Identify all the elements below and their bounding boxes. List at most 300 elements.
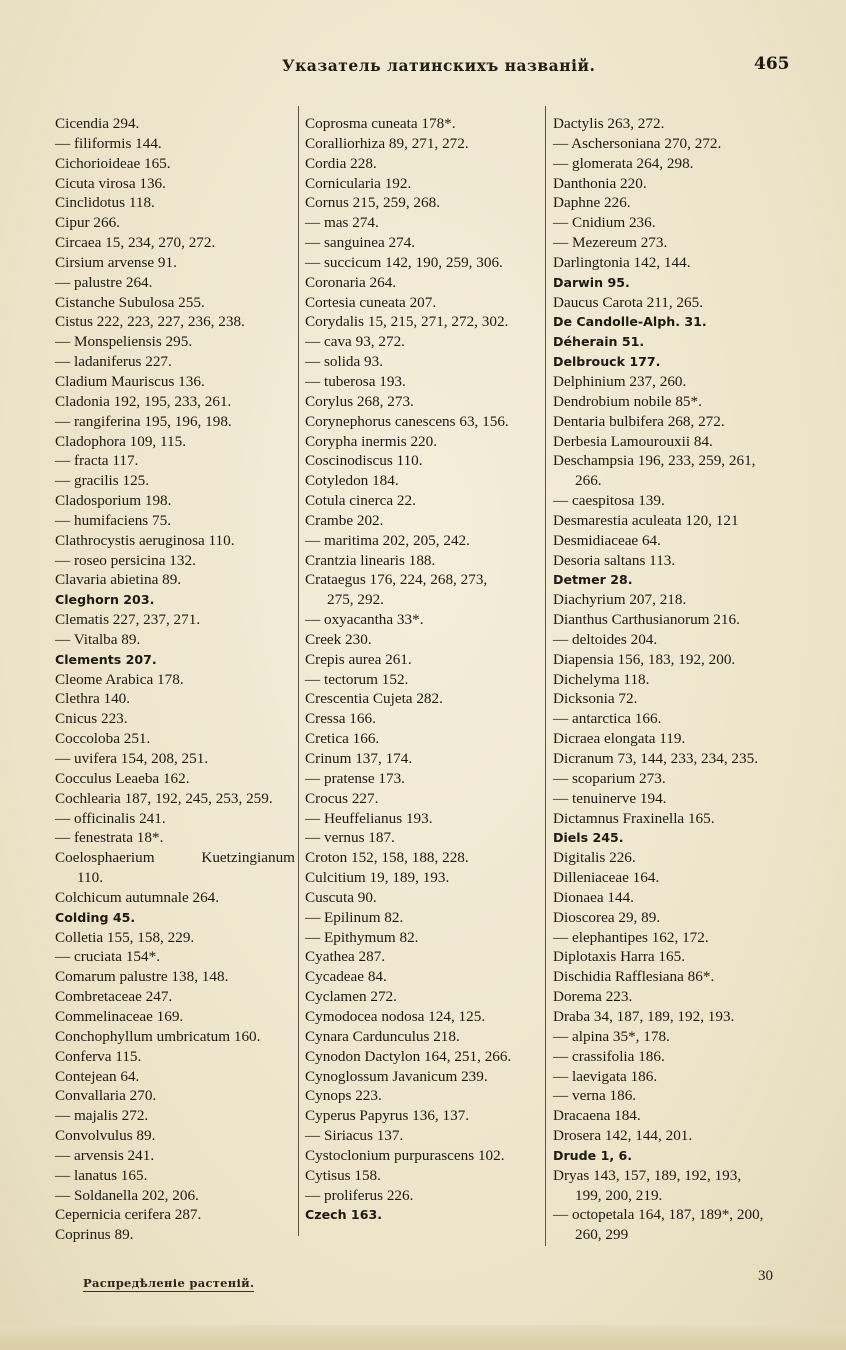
index-entry-text: Croton 152, 158, 188, 228. xyxy=(305,849,469,867)
index-entry-text: Crambe 202. xyxy=(305,511,384,529)
index-entry-text: — scoparium 273. xyxy=(553,769,666,787)
index-entry-text: Culcitium 19, 189, 193. xyxy=(305,869,450,887)
index-entry xyxy=(553,451,825,491)
index-entry xyxy=(55,1047,295,1067)
index-entry-text: Coccoloba 251. xyxy=(55,730,151,748)
index-entry-text: Creek 230. xyxy=(305,630,372,648)
page-bottom-edge xyxy=(0,1325,846,1350)
index-entry xyxy=(553,1106,825,1126)
index-entry xyxy=(553,928,825,948)
index-entry xyxy=(55,749,295,769)
index-entry xyxy=(55,987,295,1007)
index-entry-text: Convallaria 270. xyxy=(55,1087,157,1105)
index-entry xyxy=(553,1166,825,1206)
index-entry xyxy=(55,253,295,273)
index-entry-text: Cuscuta 90. xyxy=(305,888,377,906)
index-entry-text: — rangiferina 195, 196, 198. xyxy=(55,412,232,430)
index-entry xyxy=(305,372,545,392)
index-entry xyxy=(553,947,825,967)
index-entry-text: — Siriacus 137. xyxy=(305,1127,404,1145)
index-entry xyxy=(55,332,295,352)
index-entry xyxy=(553,769,825,789)
index-entry-text: — Epilinum 82. xyxy=(305,908,404,926)
index-entry xyxy=(55,551,295,571)
index-entry-text: Corypha inermis 220. xyxy=(305,432,438,450)
index-entry-text: Cynops 223. xyxy=(305,1087,382,1105)
index-entry xyxy=(55,670,295,690)
index-entry-text: Digitalis 226. xyxy=(553,849,636,867)
index-entry-text: Conchophyllum umbricatum 160. xyxy=(55,1027,261,1045)
index-entry-text: — antarctica 166. xyxy=(553,710,662,728)
index-entry-text: Colding 45. xyxy=(55,909,136,925)
index-entry xyxy=(553,967,825,987)
index-entry xyxy=(55,630,295,650)
index-entry-text: Cytisus 158. xyxy=(305,1166,381,1184)
index-entry-text: Desmarestia aculeata 120, 121 xyxy=(553,511,739,529)
index-entry xyxy=(55,1027,295,1047)
index-entry-text: Cistanche Subulosa 255. xyxy=(55,293,205,311)
index-entry xyxy=(553,709,825,729)
index-entry xyxy=(55,1186,295,1206)
index-entry xyxy=(553,253,825,273)
index-entry-text: Commelinaceae 169. xyxy=(55,1007,184,1025)
index-entry xyxy=(553,1205,825,1245)
index-entry-text: — Cnidium 236. xyxy=(553,214,656,232)
index-entry xyxy=(553,610,825,630)
index-entry-text: Cicuta virosa 136. xyxy=(55,174,166,192)
index-entry xyxy=(553,1126,825,1146)
index-entry-text: — crassifolia 186. xyxy=(553,1047,665,1065)
index-entry-text: Crataegus 176, 224, 268, 273, xyxy=(305,571,488,589)
index-entry xyxy=(553,392,825,412)
index-entry xyxy=(305,392,545,412)
index-entry xyxy=(553,531,825,551)
index-entry xyxy=(305,451,545,471)
index-entry-text: Clethra 140. xyxy=(55,690,131,708)
index-entry xyxy=(553,670,825,690)
index-entry-text: — vernus 187. xyxy=(305,829,395,847)
index-entry xyxy=(553,511,825,531)
index-entry-text: Cornicularia 192. xyxy=(305,174,412,192)
index-entry-text: Clavaria abietina 89. xyxy=(55,571,182,589)
index-entry-text: — officinalis 241. xyxy=(55,809,166,827)
index-entry-author xyxy=(553,828,825,848)
index-entry xyxy=(305,650,545,670)
index-entry-text: Daucus Carota 211, 265. xyxy=(553,293,704,311)
index-entry xyxy=(55,1067,295,1087)
index-entry-text: Cyperus Papyrus 136, 137. xyxy=(305,1107,470,1125)
index-entry-text: Drosera 142, 144, 201. xyxy=(553,1127,693,1145)
index-entry xyxy=(305,987,545,1007)
index-entry xyxy=(55,352,295,372)
index-entry xyxy=(305,1146,545,1166)
index-entry-text: — tectorum 152. xyxy=(305,670,409,688)
index-entry xyxy=(305,1166,545,1186)
index-entry xyxy=(55,312,295,332)
index-entry-text: — sanguinea 274. xyxy=(305,234,416,252)
index-entry-text: Cladophora 109, 115. xyxy=(55,432,187,450)
index-entry xyxy=(305,1126,545,1146)
index-entry xyxy=(305,114,545,134)
index-entry xyxy=(553,1047,825,1067)
index-entry-text: Dryas 143, 157, 189, 192, 193, xyxy=(553,1166,742,1184)
index-entry-text: Cleghorn 203. xyxy=(55,592,155,608)
index-entry-text: Convolvulus 89. xyxy=(55,1127,156,1145)
index-entry xyxy=(305,888,545,908)
index-entry-text: Dracaena 184. xyxy=(553,1107,641,1125)
index-entry xyxy=(55,1106,295,1126)
index-entry xyxy=(305,789,545,809)
index-entry xyxy=(553,293,825,313)
index-entry xyxy=(55,809,295,829)
index-entry xyxy=(305,828,545,848)
index-entry-text: Cinclidotus 118. xyxy=(55,194,155,212)
index-entry xyxy=(553,114,825,134)
index-entry-text: Clathrocystis aeruginosa 110. xyxy=(55,531,235,549)
index-entry-text: Danthonia 220. xyxy=(553,174,647,192)
index-entry xyxy=(55,570,295,590)
index-entry-author xyxy=(553,273,825,293)
index-entry xyxy=(55,412,295,432)
index-entry-text: — fracta 117. xyxy=(55,452,139,470)
index-entry-text: Cistus 222, 223, 227, 236, 238. xyxy=(55,313,245,331)
index-entry-text: Dicksonia 72. xyxy=(553,690,638,708)
index-entry xyxy=(553,868,825,888)
index-entry xyxy=(55,273,295,293)
index-entry-text: — cava 93, 272. xyxy=(305,333,405,351)
index-entry xyxy=(553,432,825,452)
index-entry xyxy=(55,1205,295,1225)
index-entry xyxy=(305,610,545,630)
index-entry-continuation: 266. xyxy=(575,472,602,490)
index-entry-text: Cichorioideae 165. xyxy=(55,154,171,172)
index-entry xyxy=(305,134,545,154)
index-entry xyxy=(305,570,545,610)
index-entry-text: Cirsium arvense 91. xyxy=(55,253,177,271)
index-entry-text: Cynoglossum Javanicum 239. xyxy=(305,1067,488,1085)
index-entry xyxy=(55,511,295,531)
index-entry xyxy=(553,729,825,749)
index-entry xyxy=(553,1007,825,1027)
index-entry-text: Dictamnus Fraxinella 165. xyxy=(553,809,715,827)
index-entry xyxy=(553,848,825,868)
index-entry-text: Cortesia cuneata 207. xyxy=(305,293,437,311)
index-entry-text: Dendrobium nobile 85*. xyxy=(553,392,702,410)
index-entry xyxy=(305,273,545,293)
index-entry-text: Déherain 51. xyxy=(553,334,645,350)
index-entry xyxy=(305,1047,545,1067)
index-entry-author xyxy=(553,332,825,352)
index-entry xyxy=(305,769,545,789)
index-entry-text: — tenuinerve 194. xyxy=(553,789,667,807)
index-entry xyxy=(55,789,295,809)
index-entry-text: Diels 245. xyxy=(553,830,624,846)
index-entry xyxy=(55,709,295,729)
index-entry xyxy=(55,134,295,154)
index-entry-text: — pratense 173. xyxy=(305,769,405,787)
index-entry-text: Coronaria 264. xyxy=(305,273,397,291)
index-entry xyxy=(55,531,295,551)
index-entry-text: — maritima 202, 205, 242. xyxy=(305,531,470,549)
index-entry-text: Coralliorhiza 89, 271, 272. xyxy=(305,134,469,152)
index-entry-text: De Candolle-Alph. 31. xyxy=(553,314,707,330)
index-entry-text: Cycadeae 84. xyxy=(305,968,387,986)
index-entry xyxy=(305,1106,545,1126)
index-entry-text: — majalis 272. xyxy=(55,1107,149,1125)
index-entry xyxy=(553,1067,825,1087)
index-entry-text: — roseo persicina 132. xyxy=(55,551,196,569)
index-entry-text: Corydalis 15, 215, 271, 272, 302. xyxy=(305,313,509,331)
index-entry xyxy=(553,789,825,809)
index-entry xyxy=(305,213,545,233)
index-entry-text: — gracilis 125. xyxy=(55,472,150,490)
index-entry-text: — Aschersoniana 270, 272. xyxy=(553,134,722,152)
index-entry-continuation: 110. xyxy=(77,869,104,887)
index-entry xyxy=(305,253,545,273)
index-entry-text: Cystoclonium purpurascens 102. xyxy=(305,1146,505,1164)
index-entry-continuation: 275, 292. xyxy=(327,591,384,609)
signature-mark-title: Распредѣленіе растеній. xyxy=(83,1276,255,1290)
index-entry xyxy=(553,491,825,511)
index-entry xyxy=(553,888,825,908)
index-entry xyxy=(553,689,825,709)
index-entry-text: Cepernicia cerifera 287. xyxy=(55,1206,202,1224)
index-entry-text: Corylus 268, 273. xyxy=(305,392,414,410)
index-entry xyxy=(305,1007,545,1027)
index-entry-text: Cymodocea nodosa 124, 125. xyxy=(305,1007,486,1025)
index-entry xyxy=(553,1027,825,1047)
index-entry xyxy=(553,154,825,174)
index-entry xyxy=(305,749,545,769)
index-entry-author xyxy=(55,590,295,610)
index-entry xyxy=(553,1086,825,1106)
index-entry-text: Conferva 115. xyxy=(55,1047,142,1065)
index-entry-text: Cladium Mauriscus 136. xyxy=(55,372,205,390)
index-entry xyxy=(305,709,545,729)
index-entry-text: Colchicum autumnale 264. xyxy=(55,888,220,906)
index-entry xyxy=(55,610,295,630)
index-entry xyxy=(305,193,545,213)
index-entry xyxy=(553,650,825,670)
column-divider xyxy=(545,106,546,1246)
index-entry-text: Cocculus Leaeba 162. xyxy=(55,769,190,787)
index-entry-text: — alpina 35*, 178. xyxy=(553,1027,670,1045)
index-entry-text: Diachyrium 207, 218. xyxy=(553,591,687,609)
index-entry xyxy=(305,928,545,948)
index-entry xyxy=(305,531,545,551)
index-entry-text: Darlingtonia 142, 144. xyxy=(553,253,691,271)
index-entry-text: — succicum 142, 190, 259, 306. xyxy=(305,253,503,271)
index-entry-text: — filiformis 144. xyxy=(55,134,162,152)
index-entry xyxy=(55,451,295,471)
index-entry-text: Cipur 266. xyxy=(55,214,120,232)
index-entry xyxy=(553,749,825,769)
index-entry-text: Dactylis 263, 272. xyxy=(553,115,665,132)
index-entry xyxy=(55,1166,295,1186)
index-entry-text: — laevigata 186. xyxy=(553,1067,658,1085)
index-entry-text: Cordia 228. xyxy=(305,154,377,172)
index-entry xyxy=(55,154,295,174)
index-entry xyxy=(305,471,545,491)
index-entry-text: Detmer 28. xyxy=(553,572,633,588)
index-entry-text: — tuberosa 193. xyxy=(305,372,406,390)
index-entry-text: Circaea 15, 234, 270, 272. xyxy=(55,234,216,252)
index-entry-text: Crinum 137, 174. xyxy=(305,750,413,767)
index-entry-author xyxy=(553,570,825,590)
index-entry xyxy=(553,233,825,253)
index-entry-text: Derbesia Lamourouxii 84. xyxy=(553,432,713,450)
index-entry-text: Diplotaxis Harra 165. xyxy=(553,948,686,966)
index-entry-text: Corynephorus canescens 63, 156. xyxy=(305,412,509,430)
index-entry xyxy=(305,1186,545,1206)
index-entry xyxy=(55,471,295,491)
index-entry xyxy=(305,848,545,868)
signature-number: 30 xyxy=(758,1268,773,1284)
index-entry-text: Cleome Arabica 178. xyxy=(55,670,184,688)
index-entry xyxy=(55,174,295,194)
index-entry-text: — ladaniferus 227. xyxy=(55,353,172,371)
index-entry-text: Cochlearia 187, 192, 245, 253, 259. xyxy=(55,789,273,807)
index-entry-text: Dicraea elongata 119. xyxy=(553,730,686,748)
index-entry-text: — proliferus 226. xyxy=(305,1186,414,1204)
index-entry xyxy=(553,372,825,392)
index-entry xyxy=(305,947,545,967)
index-entry xyxy=(55,828,295,848)
index-entry-text: — uvifera 154, 208, 251. xyxy=(55,750,209,767)
index-entry-text: Dichelyma 118. xyxy=(553,670,650,688)
index-entry xyxy=(553,908,825,928)
index-entry xyxy=(305,412,545,432)
index-entry xyxy=(55,233,295,253)
index-entry-text: Clematis 227, 237, 271. xyxy=(55,611,201,629)
index-entry xyxy=(305,1086,545,1106)
index-entry-text: — Soldanella 202, 206. xyxy=(55,1186,199,1204)
index-entry-text: Darwin 95. xyxy=(553,274,630,290)
index-entry xyxy=(55,193,295,213)
index-entry-text: — lanatus 165. xyxy=(55,1166,148,1184)
page-number: 465 xyxy=(754,54,790,74)
index-entry-text: Crepis aurea 261. xyxy=(305,650,412,668)
index-entry xyxy=(305,293,545,313)
index-entry xyxy=(55,432,295,452)
index-entry-text: Crescentia Cujeta 282. xyxy=(305,690,443,708)
index-entry xyxy=(553,630,825,650)
index-entry-text: Cotula cinerca 22. xyxy=(305,492,416,510)
index-entry-text: Desmidiaceae 64. xyxy=(553,531,661,549)
index-entry xyxy=(553,412,825,432)
index-entry-text: — oxyacantha 33*. xyxy=(305,611,424,629)
index-entry xyxy=(55,392,295,412)
index-entry xyxy=(55,928,295,948)
index-entry-text: — deltoides 204. xyxy=(553,630,658,648)
index-entry xyxy=(55,1225,295,1245)
index-entry xyxy=(305,908,545,928)
index-entry xyxy=(553,174,825,194)
index-entry-author xyxy=(305,1205,545,1225)
index-column-3 xyxy=(553,114,825,1245)
index-entry-text: — solida 93. xyxy=(305,353,384,371)
index-entry-text: Dianthus Carthusianorum 216. xyxy=(553,611,740,629)
index-entry xyxy=(305,670,545,690)
index-entry-text: Colletia 155, 158, 229. xyxy=(55,928,195,946)
index-entry-text: Crantzia linearis 188. xyxy=(305,551,436,569)
index-entry-text: — glomerata 264, 298. xyxy=(553,154,694,172)
index-entry-text: Cornus 215, 259, 268. xyxy=(305,194,441,212)
index-entry xyxy=(305,312,545,332)
index-entry-text: — humifaciens 75. xyxy=(55,511,171,529)
index-entry-author xyxy=(55,650,295,670)
index-entry-text: — arvensis 241. xyxy=(55,1146,155,1164)
index-entry xyxy=(305,809,545,829)
index-entry-text: Cynara Cardunculus 218. xyxy=(305,1027,460,1045)
index-entry-text: Cotyledon 184. xyxy=(305,472,399,490)
index-entry-text: — Heuffelianus 193. xyxy=(305,809,433,827)
index-entry-text: Daphne 226. xyxy=(553,194,631,212)
index-entry xyxy=(55,947,295,967)
index-entry-text: Dentaria bulbifera 268, 272. xyxy=(553,412,725,430)
index-entry-text: Coprinus 89. xyxy=(55,1226,134,1244)
index-entry xyxy=(305,332,545,352)
index-entry-text: — Mezereum 273. xyxy=(553,234,668,252)
index-entry-text: Delphinium 237, 260. xyxy=(553,372,687,390)
index-entry-text: Dorema 223. xyxy=(553,988,633,1006)
index-entry xyxy=(553,987,825,1007)
index-entry-text: Dicranum 73, 144, 233, 234, 235. xyxy=(553,750,759,767)
index-entry xyxy=(305,174,545,194)
index-entry-text: Coelosphaerium Kuetzingianum xyxy=(55,849,295,867)
index-entry-text: Desoria saltans 113. xyxy=(553,551,676,569)
index-entry-author xyxy=(553,1146,825,1166)
index-entry xyxy=(55,293,295,313)
index-entry xyxy=(305,551,545,571)
page-title: Указатель латинскихъ названій. xyxy=(282,56,596,75)
index-entry-text: — octopetala 164, 187, 189*, 200, xyxy=(553,1206,764,1224)
index-entry-text: — mas 274. xyxy=(305,214,379,232)
index-entry xyxy=(55,372,295,392)
index-entry xyxy=(305,868,545,888)
index-entry xyxy=(305,432,545,452)
index-entry-text: — verna 186. xyxy=(553,1087,637,1105)
index-entry xyxy=(553,590,825,610)
index-entry xyxy=(553,134,825,154)
index-entry-text: Cyclamen 272. xyxy=(305,988,397,1006)
index-entry xyxy=(305,1027,545,1047)
index-entry xyxy=(305,352,545,372)
index-entry-text: Draba 34, 187, 189, 192, 193. xyxy=(553,1007,735,1025)
index-entry-text: Comarum palustre 138, 148. xyxy=(55,968,229,986)
index-entry-author xyxy=(553,312,825,332)
index-entry-text: Cnicus 223. xyxy=(55,710,128,728)
index-entry xyxy=(55,888,295,908)
index-entry xyxy=(305,630,545,650)
index-entry-author xyxy=(553,352,825,372)
index-entry xyxy=(55,114,295,134)
index-entry-text: — fenestrata 18*. xyxy=(55,829,164,847)
index-entry-text: Clements 207. xyxy=(55,651,157,667)
index-entry xyxy=(305,689,545,709)
index-entry xyxy=(55,491,295,511)
index-entry-text: Cretica 166. xyxy=(305,730,380,748)
index-entry-text: Contejean 64. xyxy=(55,1067,140,1085)
index-entry-text: Coscinodiscus 110. xyxy=(305,452,423,470)
index-entry-text: Diapensia 156, 183, 192, 200. xyxy=(553,650,736,668)
index-entry-text: — palustre 264. xyxy=(55,273,153,291)
index-entry-text: Cicendia 294. xyxy=(55,115,140,132)
index-entry xyxy=(553,551,825,571)
index-entry xyxy=(55,729,295,749)
index-entry xyxy=(55,848,295,888)
index-entry-text: Dionaea 144. xyxy=(553,888,634,906)
